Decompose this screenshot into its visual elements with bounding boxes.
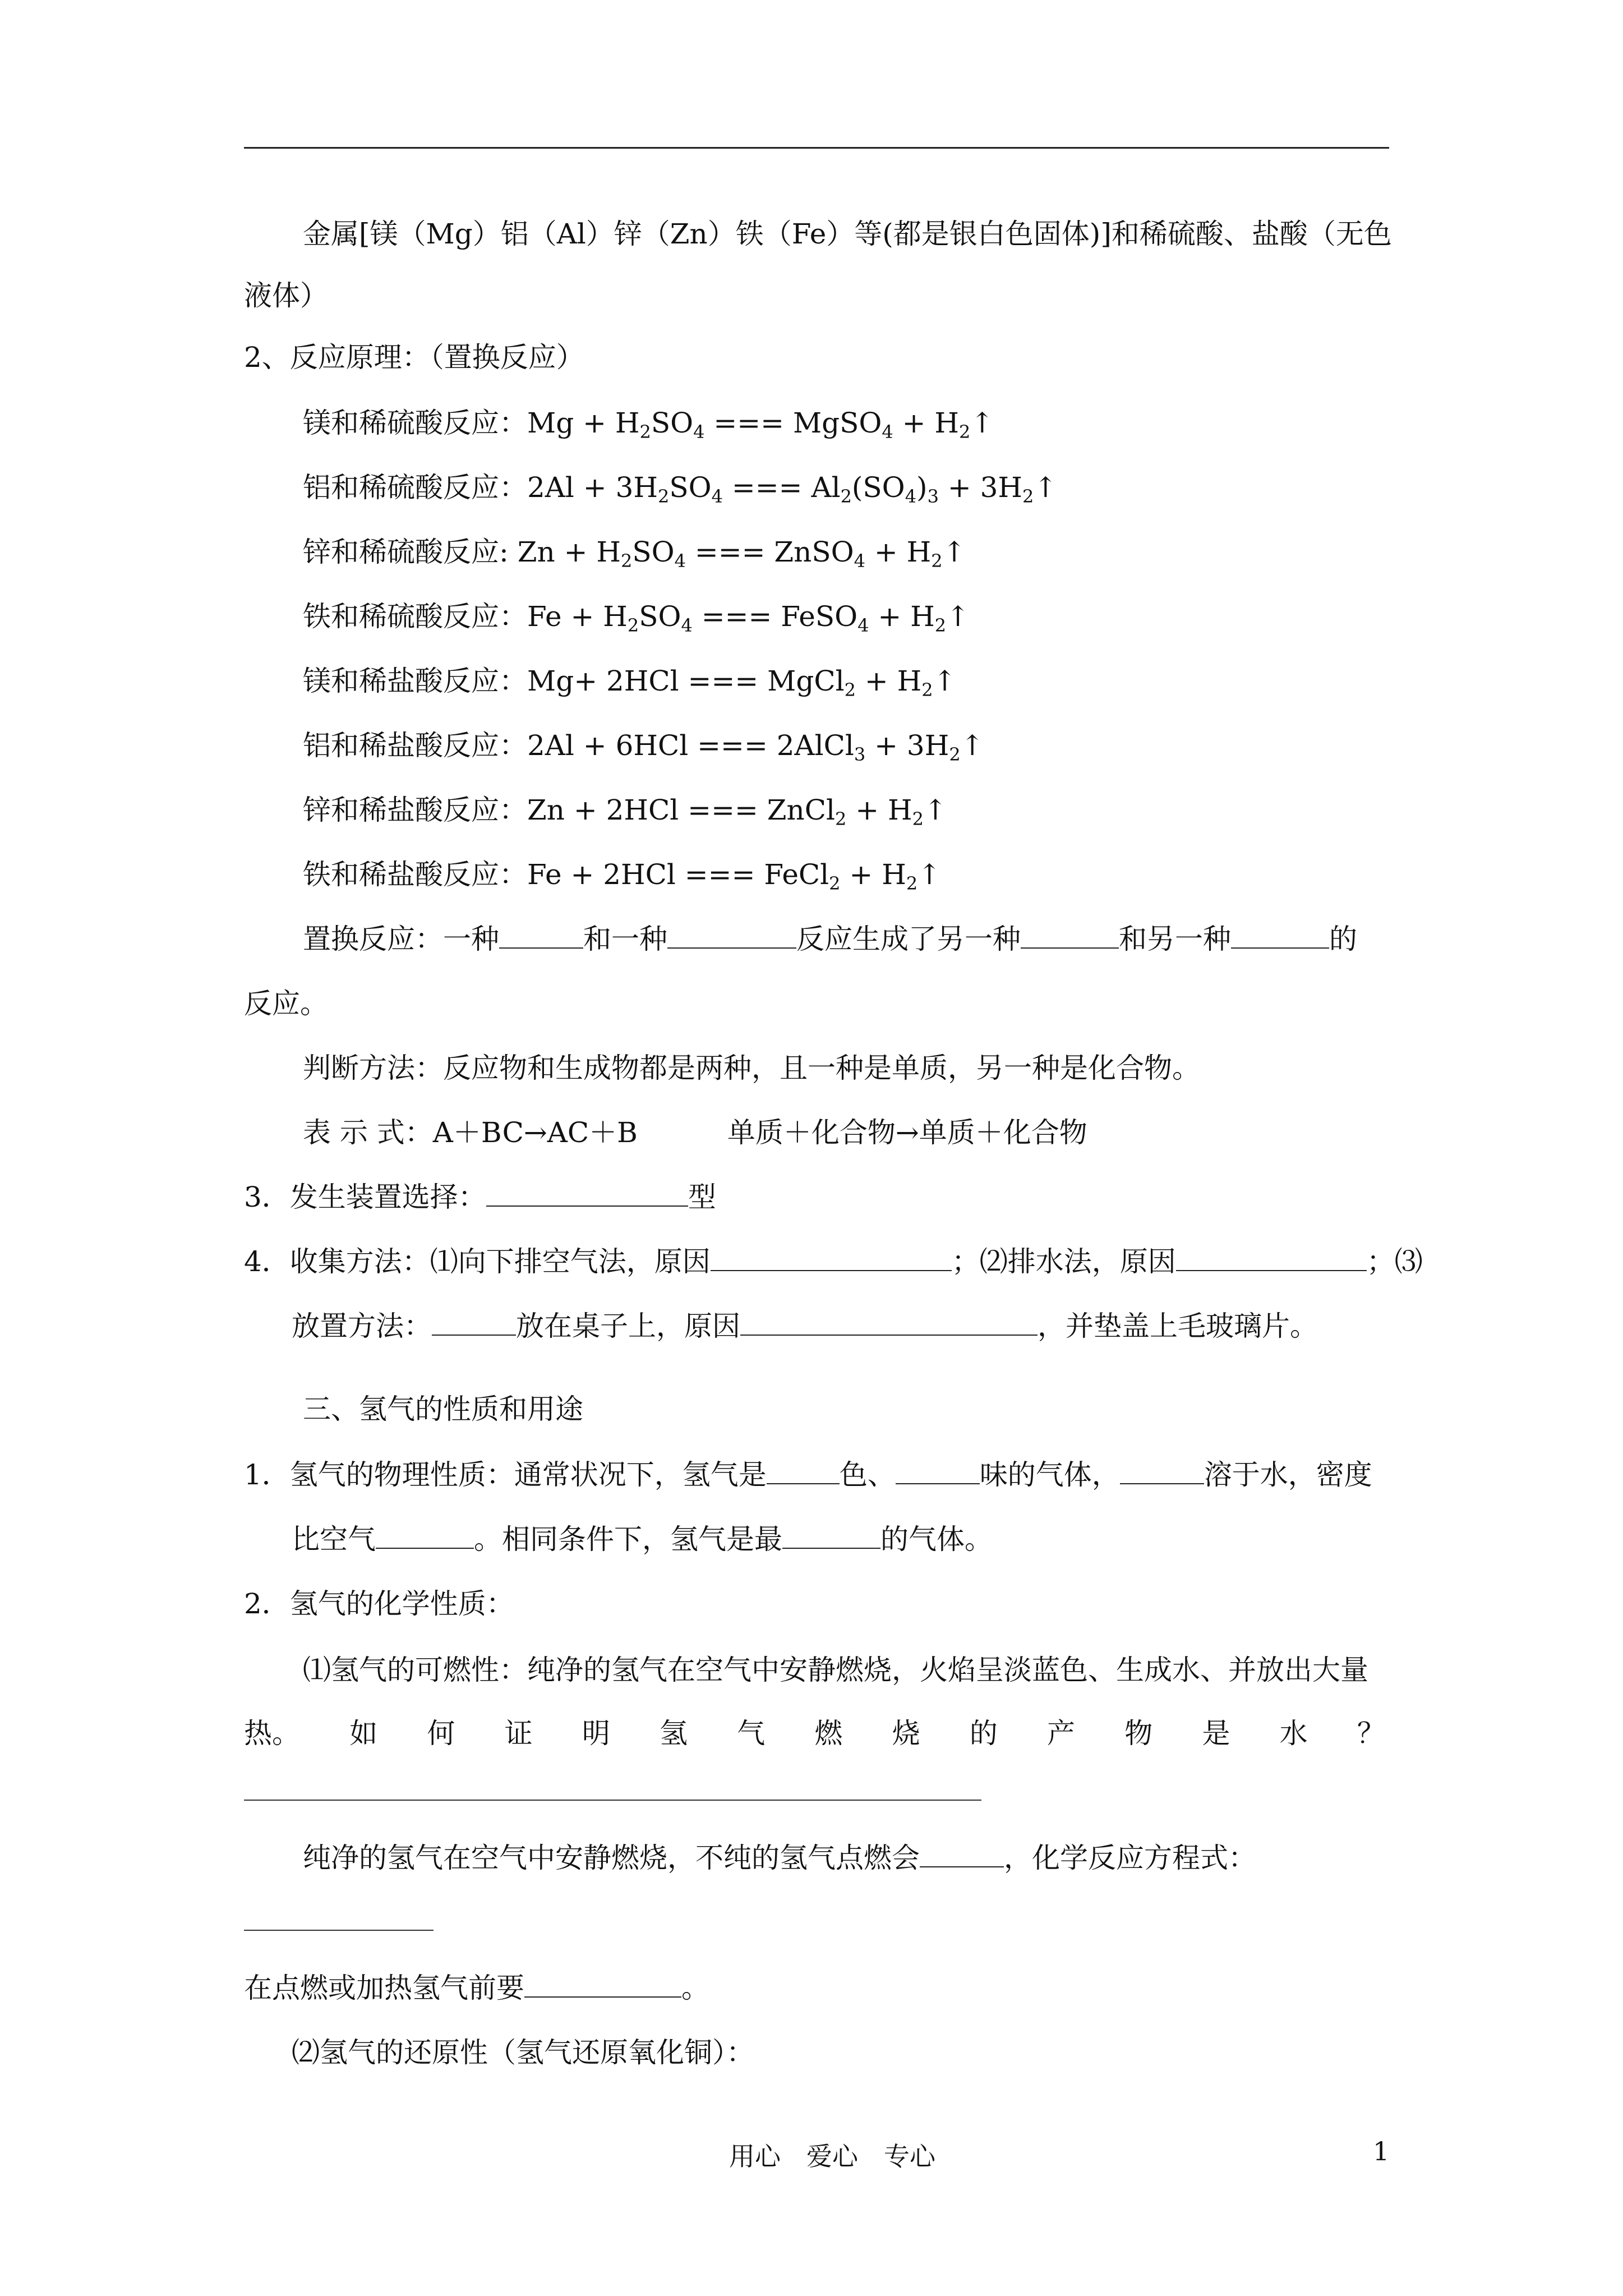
answer-blank[interactable]	[767, 1457, 840, 1484]
answer-blank[interactable]	[1176, 1244, 1367, 1271]
word: 水	[1279, 1717, 1308, 1750]
fill-in-line: 4．收集方法：⑴向下排空气法，原因 ；⑵排水法，原因 ；⑶	[244, 1245, 1423, 1278]
answer-blank[interactable]	[1021, 922, 1119, 949]
formula-line: 表 示 式：A＋BC→AC＋B 单质＋化合物→单质＋化合物	[303, 1116, 1087, 1149]
equation-line: 铁和稀盐酸反应：Fe + 2HCl === FeCl$_2$ + $H_2↑$	[303, 858, 942, 894]
answer-blank[interactable]	[667, 922, 796, 949]
equation-line: 铁和稀硫酸反应：$Fe + H_2SO_4$ === FeSO$_4$ + $H_2↑$	[303, 600, 970, 636]
word: 何	[427, 1717, 455, 1750]
answer-blank[interactable]	[432, 1309, 516, 1336]
word: 气	[737, 1717, 766, 1750]
answer-blank[interactable]	[740, 1309, 1038, 1336]
word: 的	[969, 1717, 998, 1750]
answer-blank[interactable]	[499, 922, 583, 949]
word: ？	[1357, 1717, 1385, 1750]
word: 明	[582, 1717, 610, 1750]
word: 如	[349, 1717, 378, 1750]
word: 氢	[660, 1717, 688, 1750]
header-rule	[244, 147, 1389, 149]
answer-line[interactable]	[244, 1800, 981, 1801]
equation-line: 镁和稀硫酸反应：$Mg + H_2SO_4$ === MgSO$_4$ + $H_2↑$	[303, 407, 994, 443]
answer-blank[interactable]	[711, 1244, 952, 1271]
text-line: 金属[镁（Mg）铝（Al）锌（Zn）铁（Fe）等(都是银白色固体)]和稀硫酸、盐酸（无色	[303, 218, 1392, 250]
equation-line: 锌和稀硫酸反应: $Zn + H_2SO_4$ === ZnSO$_4$ + $H_2↑$	[303, 536, 966, 572]
answer-line[interactable]	[244, 1930, 434, 1931]
text-line: ⑵氢气的还原性（氢气还原氧化铜）：	[292, 2036, 754, 2069]
fill-in-line: 纯净的氢气在空气中安静燃烧，不纯的氢气点燃会 ，化学反应方程式：	[303, 1842, 1256, 1874]
answer-blank[interactable]	[376, 1522, 474, 1549]
word: 烧	[892, 1717, 920, 1750]
answer-blank[interactable]	[896, 1457, 980, 1484]
answer-blank[interactable]	[1231, 922, 1329, 949]
text-line: 判断方法：反应物和生成物都是两种，且一种是单质，另一种是化合物。	[303, 1052, 1200, 1084]
answer-blank[interactable]	[920, 1841, 1004, 1867]
footer-motto: 用心 爱心 专心	[729, 2141, 935, 2171]
fill-in-line: 3．发生装置选择： 型	[244, 1181, 716, 1213]
fill-in-line: 1．氢气的物理性质：通常状况下，氢气是 色、 味的气体， 溶于水，密度	[244, 1458, 1372, 1491]
fill-in-line: 在点燃或加热氢气前要 。	[244, 1972, 709, 2004]
section-heading: 三、氢气的性质和用途	[303, 1393, 583, 1425]
fill-in-line: 放置方法： 放在桌子上，原因 ，并垫盖上毛玻璃片。	[292, 1310, 1318, 1342]
text-line: 2．氢气的化学性质：	[244, 1588, 514, 1620]
word: 热。	[244, 1717, 300, 1750]
fill-in-line: 比空气 。相同条件下，氢气是最 的气体。	[292, 1523, 993, 1556]
equation-line: 铝和稀盐酸反应：2Al + 6HCl === 2AlCl$_3$ + $3H_2↑$	[303, 729, 984, 765]
equation-line: 铝和稀硫酸反应：$2Al + 3H_2SO_4$ === $Al_2(SO_4)_3$ + $3H_2↑$	[303, 471, 1058, 507]
answer-blank[interactable]	[486, 1180, 688, 1207]
text-line: 液体）	[244, 279, 328, 312]
word: 物	[1124, 1717, 1153, 1750]
answer-blank[interactable]	[782, 1522, 880, 1549]
equation-line: 镁和稀盐酸反应：Mg+ 2HCl === MgCl$_2$ + $H_2↑$	[303, 665, 957, 701]
answer-blank[interactable]	[524, 1971, 681, 1998]
word: 产	[1047, 1717, 1076, 1750]
word: 燃	[814, 1717, 843, 1750]
fill-in-line: 置换反应：一种 和一种 反应生成了另一种 和另一种 的	[303, 923, 1357, 955]
text-line-justified	[244, 1715, 1385, 1751]
text-line: ⑴氢气的可燃性：纯净的氢气在空气中安静燃烧，火焰呈淡蓝色、生成水、并放出大量	[303, 1654, 1368, 1686]
equation-line: 锌和稀盐酸反应：Zn + 2HCl === ZnCl$_2$ + $H_2↑$	[303, 794, 947, 830]
word: 证	[504, 1717, 533, 1750]
page-number: 1	[1373, 2136, 1390, 2166]
answer-blank[interactable]	[1120, 1457, 1204, 1484]
section-heading: 2、反应原理：（置换反应）	[244, 341, 584, 374]
text-line: 反应。	[244, 987, 328, 1020]
word: 是	[1202, 1717, 1230, 1750]
